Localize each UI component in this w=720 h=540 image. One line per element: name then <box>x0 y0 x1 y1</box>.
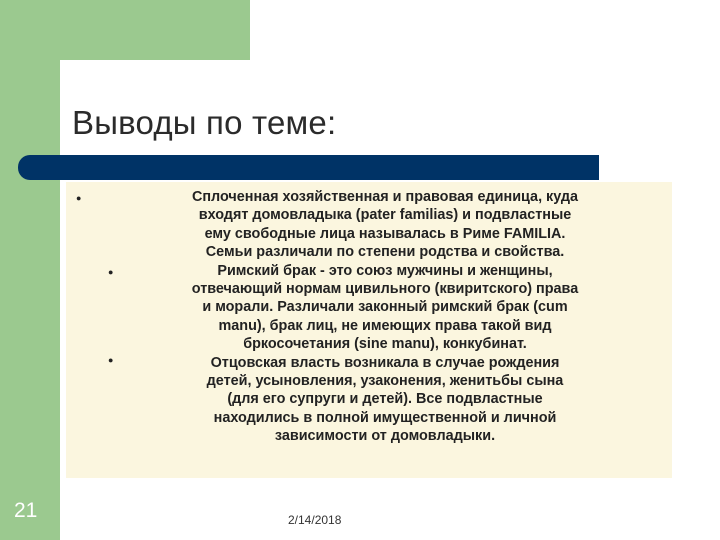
bullet-icon: ● <box>76 193 82 203</box>
slide-title: Выводы по теме: <box>72 104 337 141</box>
content-line: Семьи различали по степени родства и свойства. <box>205 244 565 261</box>
content-line: (для его супруги и детей). Все подвластные <box>227 391 543 408</box>
content-line: входят домовладыка (pater familias) и подвластные <box>198 207 572 224</box>
content-panel <box>66 182 672 478</box>
bullet-icon: ● <box>108 355 114 365</box>
content-line: Отцовская власть возникала в случае рождения <box>210 354 560 371</box>
content-line: Сплоченная хозяйственная и правовая единица, куда <box>191 189 579 205</box>
content-text <box>110 188 660 446</box>
title-underline-bar <box>18 155 599 180</box>
top-corner-decoration <box>0 0 250 60</box>
content-line: отвечающий нормам цивильного (квиритского) права <box>191 281 579 298</box>
content-line: детей, усыновления, узаконения, женитьбы сына <box>206 373 564 390</box>
bullet-icon: ● <box>108 267 114 277</box>
content-line: Римский брак - это союз мужчины и женщины, <box>217 262 553 279</box>
slide-number: 21 <box>14 499 38 522</box>
sidebar-decoration <box>0 0 60 540</box>
content-line: находились в полной имущественной и личной <box>213 409 557 426</box>
content-line: ему свободные лица называлась в Риме FAMILIA. <box>204 225 566 242</box>
content-line: и морали. Различали законный римский брак (cum <box>202 299 568 316</box>
content-line: бркосочетания (sine manu), конкубинат. <box>243 336 527 353</box>
content-line: зависимости от домовладыки. <box>274 428 496 445</box>
slide-date: 2/14/2018 <box>288 513 342 527</box>
content-line: manu), брак лиц, не имеющих права такой вид <box>218 317 552 334</box>
